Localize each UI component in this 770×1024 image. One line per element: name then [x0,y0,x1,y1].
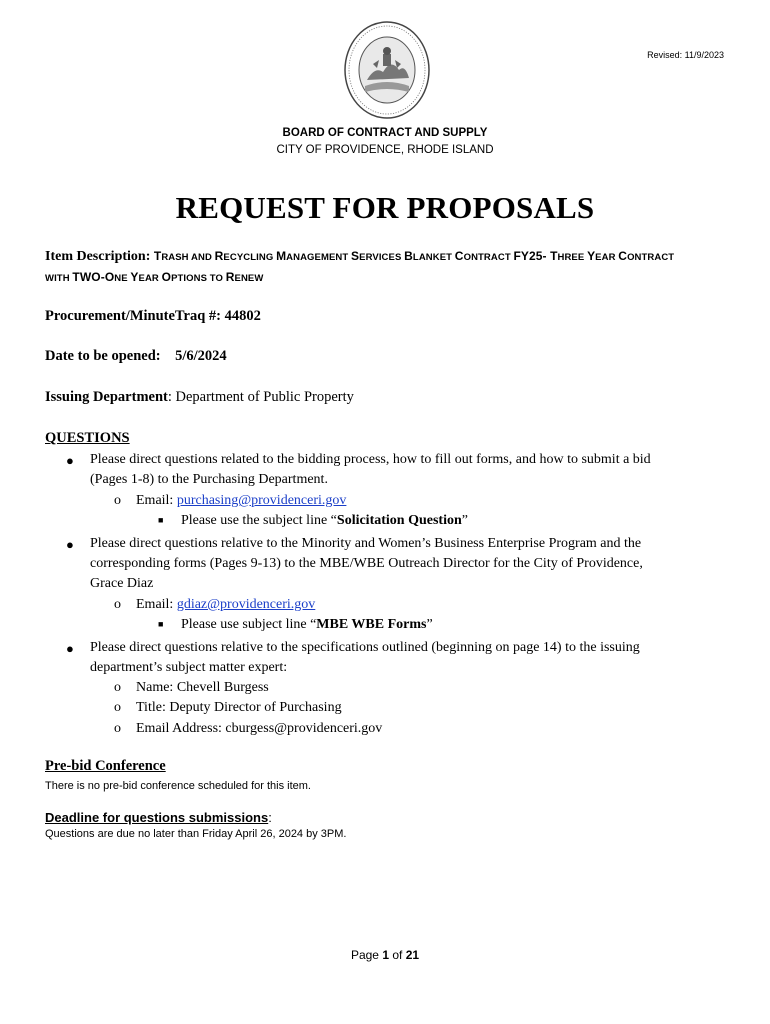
question-bullet-3-line1: Please direct questions relative to the specifications outlined (beginning on page 14) to the issuing [90,640,640,655]
question-bullet-1-line1: Please direct questions related to the bidding process, how to fill out forms, and how to submit a bid [90,452,651,467]
city-seal-icon [343,20,431,120]
circle-bullet-icon: o [114,721,121,736]
item-description-label: Item Description: [45,249,151,264]
deadline-heading [45,810,272,825]
deadline-colon: : [268,810,272,825]
small-caps-fragment: M [276,249,287,263]
open-date-value: 5/6/2024 [175,348,227,364]
item-description-line1 [153,249,675,263]
small-caps-fragment: ERVICES [359,252,405,263]
small-caps-fragment: FY25- T [513,249,558,263]
small-caps-fragment: ONTRACT [463,252,514,263]
purchasing-email-link[interactable]: purchasing@providenceri.gov [176,493,347,508]
small-caps-fragment: C [454,249,464,263]
subject-prefix: Please use the subject line “ [181,513,337,528]
page-current: 1 [382,948,389,962]
email-label: Email: [136,493,177,508]
contact-title: Title: Deputy Director of Purchasing [136,700,342,715]
page-number [0,948,770,962]
open-date [45,348,227,365]
issuing-department [45,389,354,406]
page-label: Page [350,948,383,962]
small-caps-fragment: EAR [595,252,619,263]
question-bullet-2-line2: corresponding forms (Pages 9-13) to the MBE/WBE Outreach Director for the City of Providence, [90,556,643,571]
revised-date: Revised: 11/9/2023 [647,50,724,60]
small-caps-fragment: O [161,270,172,284]
item-description [45,249,674,265]
circle-bullet-icon: o [114,597,121,612]
contact-email: Email Address: cburgess@providenceri.gov [136,721,383,736]
small-caps-fragment: ONTRACT [627,252,675,263]
bullet-dot-icon: ● [66,537,74,552]
small-caps-fragment: R [225,270,235,284]
prebid-text: There is no pre-bid conference scheduled for this item. [45,780,311,792]
item-description-line2 [45,270,264,284]
prebid-heading: Pre-bid Conference [45,758,166,774]
item-description-continued [45,270,263,286]
small-caps-fragment: LANKET [412,252,455,263]
circle-bullet-icon: o [114,493,121,508]
small-caps-fragment: T [72,270,80,284]
deadline-text: Questions are due no later than Friday April 26, 2024 by 3PM. [45,828,347,840]
square-bullet-icon: ■ [158,619,164,629]
question-bullet-2-line1: Please direct questions relative to the Minority and Women’s Business Enterprise Program and the [90,536,642,551]
small-caps-fragment: B [404,249,413,263]
small-caps-fragment: ANAGEMENT [286,252,352,263]
question-bullet-1-line2: (Pages 1-8) to the Purchasing Department. [90,472,328,487]
issuing-department-value: : Department of Public Property [167,389,354,405]
square-bullet-icon: ■ [158,515,164,525]
subject-line-1 [181,513,468,529]
small-caps-fragment: ECYCLING [223,252,277,263]
board-name: BOARD OF CONTRACT AND SUPPLY [282,127,488,139]
page-total: 21 [405,948,420,962]
small-caps-fragment: NE [114,273,131,284]
small-caps-fragment: RASH AND [161,252,215,263]
bullet-dot-icon: ● [66,453,74,468]
open-date-label: Date to be opened: [45,348,161,364]
small-caps-fragment: -O [100,270,115,284]
bullet-dot-icon: ● [66,641,74,656]
circle-bullet-icon: o [114,700,121,715]
small-caps-fragment: HREE [557,252,588,263]
small-caps-fragment: EAR [138,273,162,284]
small-caps-fragment: C [618,249,628,263]
subject-prefix: Please use subject line “ [181,617,317,632]
mbe-email-row [136,597,315,613]
page-title: REQUEST FOR PROPOSALS [175,190,595,225]
question-bullet-2-line3: Grace Diaz [90,576,154,591]
questions-heading: QUESTIONS [45,430,130,446]
contact-name: Name: Chevell Burgess [136,680,269,695]
procurement-number: Procurement/MinuteTraq #: 44802 [45,308,261,324]
subject-text: MBE WBE Forms [316,617,427,632]
mbe-email-link[interactable]: gdiaz@providenceri.gov [176,597,316,612]
subject-suffix: ” [426,617,433,632]
small-caps-fragment: S [351,249,360,263]
email-label: Email: [136,597,177,612]
subject-line-2 [181,617,433,633]
subject-suffix: ” [461,513,468,528]
issuing-department-label: Issuing Department [45,389,168,405]
small-caps-fragment: R [214,249,224,263]
small-caps-fragment: T [153,249,162,263]
small-caps-fragment: ENEW [234,273,264,284]
question-bullet-3-line2: department’s subject matter expert: [90,660,288,675]
deadline-heading-text: Deadline for questions submissions [45,810,269,825]
small-caps-fragment: Y [587,249,596,263]
circle-bullet-icon: o [114,680,121,695]
small-caps-fragment: PTIONS TO [171,273,226,284]
small-caps-fragment: WITH [45,273,73,284]
small-caps-fragment: Y [130,270,139,284]
page-of: of [389,948,406,962]
city-name: CITY OF PROVIDENCE, RHODE ISLAND [276,144,494,156]
subject-text: Solicitation Question [336,513,462,528]
small-caps-fragment: WO [79,270,101,284]
purchasing-email-row [136,493,346,509]
